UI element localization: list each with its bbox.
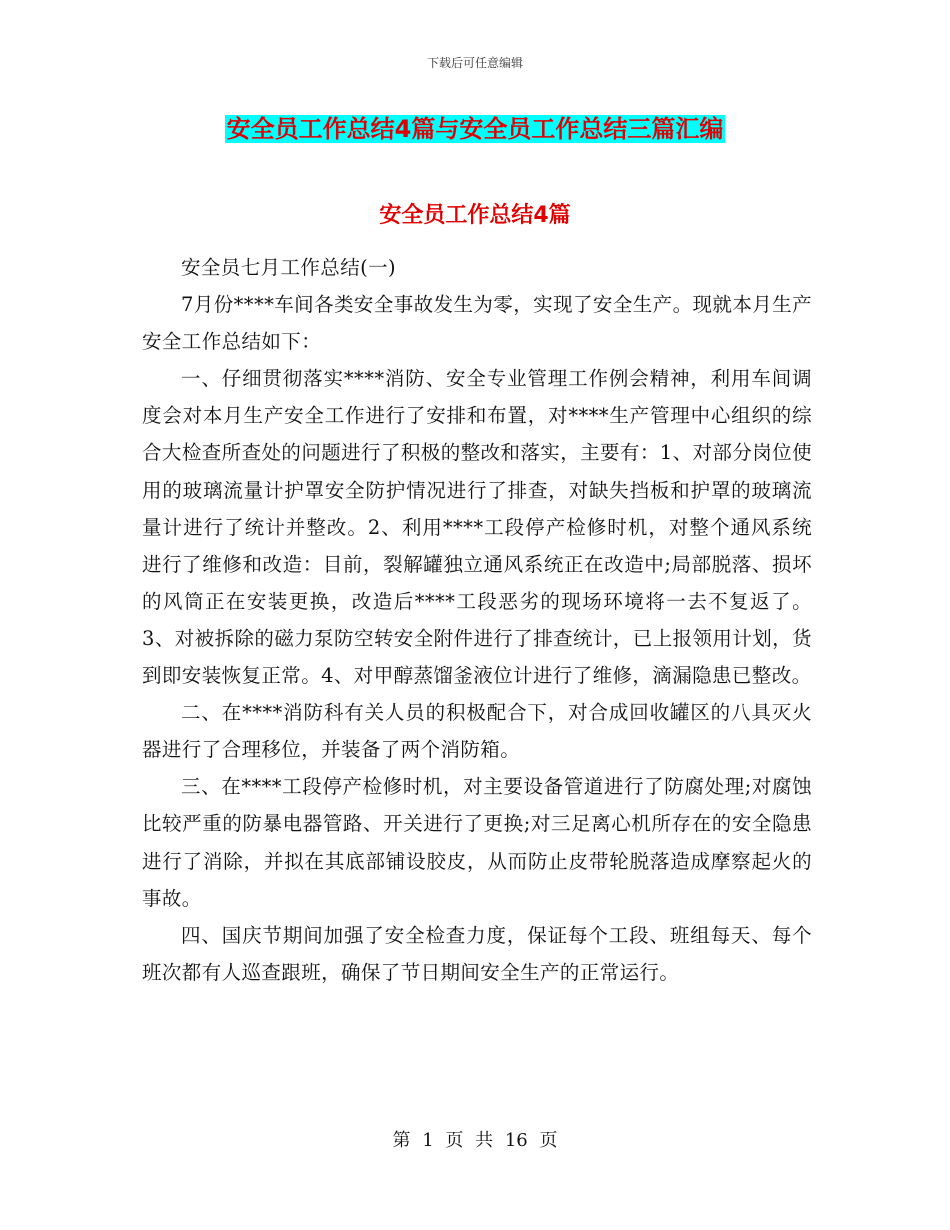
paragraph: 二、在****消防科有关人员的积极配合下，对合成回收罐区的八具灭火器进行了合理移位，并装备了两个消防箱。 (142, 701, 812, 762)
paragraph: 四、国庆节期间加强了安全检查力度，保证每个工段、班组每天、每个班次都有人巡查跟班，确保了节日期间安全生产的正常运行。 (142, 923, 812, 984)
main-title (0, 110, 950, 148)
paragraph-heading: 安全员七月工作总结(一) (181, 256, 397, 279)
header-note: 下载后可任意编辑 (426, 56, 523, 70)
section-title: 安全员工作总结4篇 (379, 203, 571, 228)
paragraph: 一、仔细贯彻落实****消防、安全专业管理工作例会精神，利用车间调度会对本月生产安全工作进行了安排和布置，对****生产管理中心组织的综合大检查所查处的问题进行了积极的整改和落实，主要有：1、对部分岗位使用的玻璃流量计护罩安全防护情况进行了排查，对缺失挡板和护罩的玻璃流量计进行了统计并整改。2、利用****工段停产检修时机，对整个通风系统进行了维修和改造：目前，裂解罐独立通风系统正在改造中;局部脱落、损坏的风筒正在安装更换，改造后****工段恶劣的现场环境将一去不复返了。3、对被拆除的磁力泵防空转安全附件进行了排查统计，已上报领用计划，货到即安装恢复正常。4、对甲醇蒸馏釜液位计进行了维修，滴漏隐患已整改。 (142, 367, 812, 688)
paragraph: 三、在****工段停产检修时机，对主要设备管道进行了防腐处理;对腐蚀比较严重的防暴电器管路、开关进行了更换;对三足离心机所存在的安全隐患进行了消除，并拟在其底部铺设胶皮，从而防止皮带轮脱落造成摩察起火的事故。 (142, 775, 812, 910)
page-footer: 第 1 页 共 16 页 (392, 1130, 558, 1151)
main-title-text: 安全员工作总结4篇与安全员工作总结三篇汇编 (226, 115, 724, 143)
paragraph: 7月份****车间各类安全事故发生为零，实现了安全生产。现就本月生产安全工作总结如下： (142, 293, 812, 354)
body-text (142, 249, 812, 991)
